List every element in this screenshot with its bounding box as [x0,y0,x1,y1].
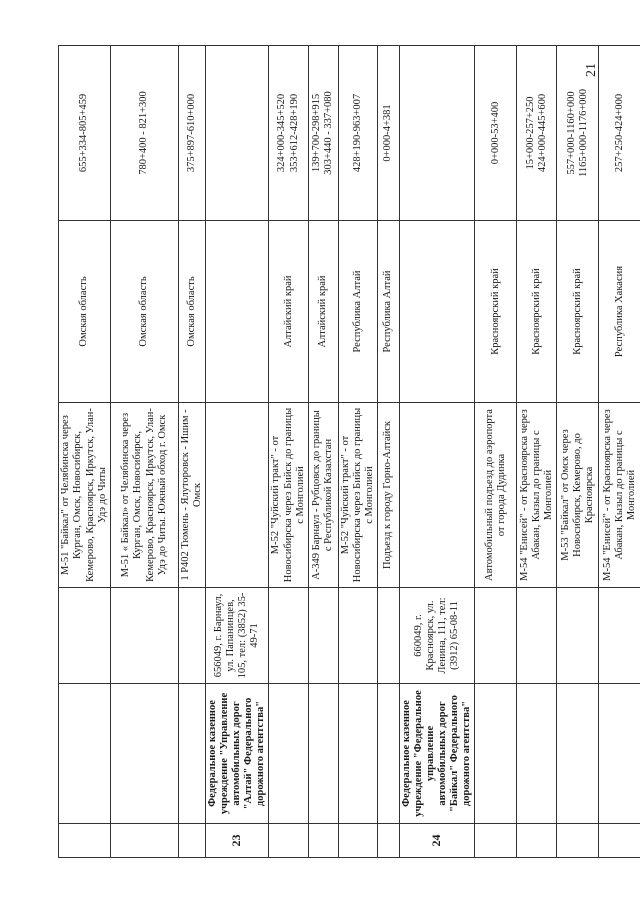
kilometer-ranges: 324+000-345+520 353+612-428+190 [269,46,308,221]
roads-table-body [59,46,640,858]
table-row [475,46,517,858]
table-row [206,46,269,858]
rotated-table-container [58,46,637,858]
organization-name [59,684,111,824]
kilometer-ranges: 375+897-610+000 [179,46,206,221]
road-name [399,403,474,588]
table-row [377,46,399,858]
kilometer-ranges: 780+400 - 821+300 [111,46,179,221]
organization-address [111,588,179,684]
kilometer-ranges [206,46,269,221]
region-name: Омская область [59,221,111,403]
kilometer-ranges: 655+334-805+459 [59,46,111,221]
region-name [206,221,269,403]
row-number [517,824,557,858]
organization-address [557,588,599,684]
region-name: Алтайский край [269,221,308,403]
kilometer-ranges: 428+190-963+007 [338,46,377,221]
kilometer-ranges: 15+000-257+250 424+000-445+600 [517,46,557,221]
kilometer-ranges: 139+700-298+915 303+440 - 337+080 [308,46,338,221]
road-name: М-54 "Енисей" - от Красноярска через Абакан, Кызыл до границы с Монголией [517,403,557,588]
organization-name [599,684,640,824]
kilometer-ranges [399,46,474,221]
road-name: Подъезд к городу Горно-Алтайск [377,403,399,588]
road-name: М-52 "Чуйский тракт" - от Новосибирска через Бийск до границы с Монголией [338,403,377,588]
row-number [599,824,640,858]
region-name: Красноярский край [557,221,599,403]
table-row [338,46,377,858]
table-row [308,46,338,858]
organization-address [517,588,557,684]
region-name: Алтайский край [308,221,338,403]
row-number [111,824,179,858]
organization-address [338,588,377,684]
road-name [206,403,269,588]
road-name: М-51 « Байкал» от Челябинска через Курган, Омск, Новосибирск, Кемерово, Красноярск, Иркутск, Улан-Удэ до Читы. Южный обход г. Омск [111,403,179,588]
kilometer-ranges: 257+250-424+000 [599,46,640,221]
organization-address: 660049, г. Красноярск, ул. Ленина, 111, тел: (3912) 65-08-11 [399,588,474,684]
kilometer-ranges: 0+000-53+400 [475,46,517,221]
row-number [308,824,338,858]
organization-name: Федеральное казенное учреждение "Управление автомобильных дорог "Алтай" Федерального дорожного агентства" [206,684,269,824]
road-name: М-51 "Байкал" от Челябинска через Курган, Омск, Новосибирск, Кемерово, Красноярск, Иркутск, Улан-Удэ до Читы [59,403,111,588]
table-row [269,46,308,858]
region-name [399,221,474,403]
row-number [179,824,206,858]
region-name: Республика Хакасия [599,221,640,403]
table-row [59,46,111,858]
region-name: Республика Алтай [338,221,377,403]
organization-address [599,588,640,684]
row-number: 24 [399,824,474,858]
row-number [377,824,399,858]
organization-name [338,684,377,824]
row-number [475,824,517,858]
organization-name [475,684,517,824]
table-row [557,46,599,858]
region-name: Республика Алтай [377,221,399,403]
table-row [111,46,179,858]
organization-name [308,684,338,824]
organization-address [475,588,517,684]
organization-name [179,684,206,824]
kilometer-ranges: 557+000-1160+000 1165+000-1176+000 [557,46,599,221]
page-number: 21 [584,63,599,77]
table-row [399,46,474,858]
organization-address: 656049, г. Барнаул, ул. Папанинцев, 105, тел: (3852) 35-49-71 [206,588,269,684]
road-name: Автомобильный подъезд до аэропорта от города Дудинка [475,403,517,588]
organization-address [308,588,338,684]
region-name: Омская область [111,221,179,403]
organization-address [59,588,111,684]
region-name: Красноярский край [475,221,517,403]
document-page [58,46,637,858]
kilometer-ranges: 0+000-4+381 [377,46,399,221]
row-number [557,824,599,858]
road-name: М-52 "Чуйский тракт" - от Новосибирска через Бийск до границы с Монголией [269,403,308,588]
road-name: 1 Р402 Тюмень - Ялуторовск - Ишим - Омск [179,403,206,588]
organization-name [269,684,308,824]
organization-name [377,684,399,824]
row-number [269,824,308,858]
row-number [59,824,111,858]
row-number [338,824,377,858]
road-name: М-53 "Байкал" от Омск через Новосибирск, Кемерово, до Красноярска [557,403,599,588]
organization-name [111,684,179,824]
table-row [179,46,206,858]
organization-address [269,588,308,684]
road-name: М-54 "Енисей" - от Красноярска через Абакан, Кызыл до границы с Монголией [599,403,640,588]
organization-name [517,684,557,824]
organization-address [179,588,206,684]
region-name: Красноярский край [517,221,557,403]
row-number: 23 [206,824,269,858]
table-row [599,46,640,858]
organization-address [377,588,399,684]
roads-table [58,45,640,858]
region-name: Омская область [179,221,206,403]
organization-name: Федеральное казенное учреждение "Федеральное управление автомобильных дорог "Байкал" Федерального дорожного агентства" [399,684,474,824]
table-row [517,46,557,858]
organization-name [557,684,599,824]
road-name: А-349 Барнаул - Рубцовск до границы с Республикой Казахстан [308,403,338,588]
